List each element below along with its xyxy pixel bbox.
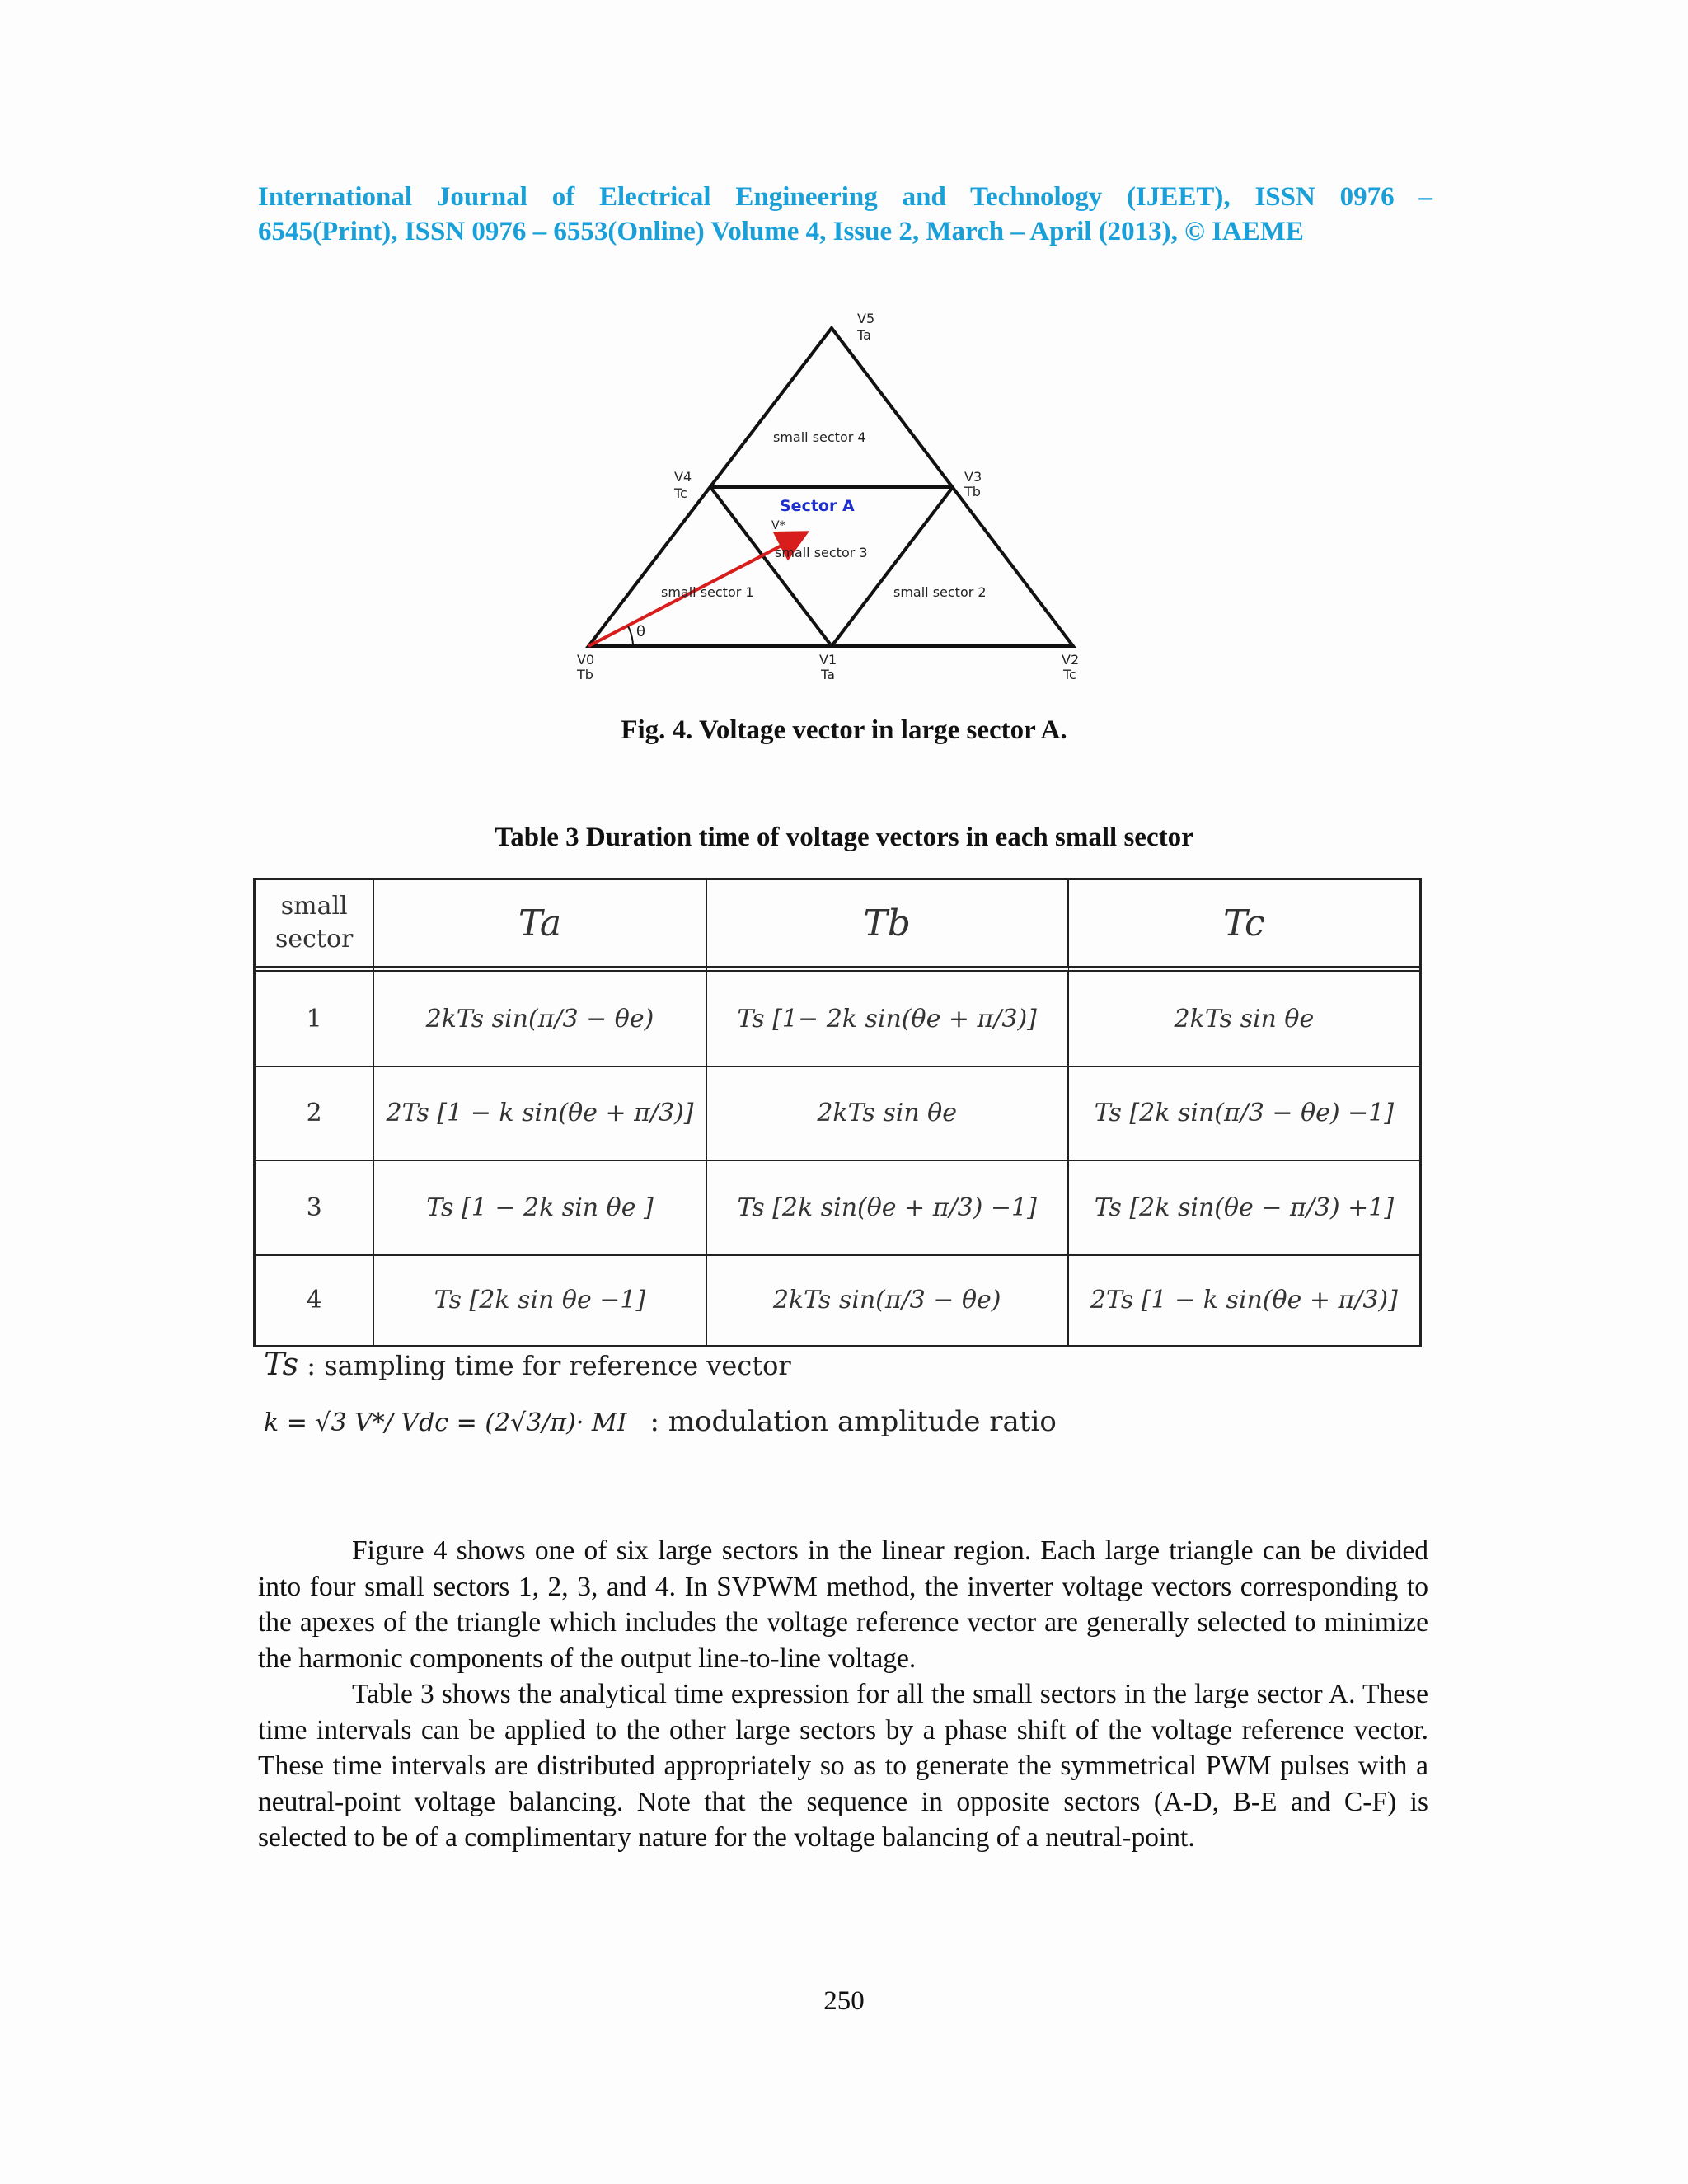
tb-expression: Ts [1− 2k sin(θe + π/3)] <box>707 972 1069 1067</box>
table-row <box>256 1256 1419 1345</box>
ta-header: Ta <box>374 880 706 972</box>
small-sector-2-label: small sector 2 <box>893 584 987 600</box>
ta-expression: Ts [2k sin θe −1] <box>374 1256 706 1345</box>
journal-header-line1: International Journal of Electrical Engineering and Technology (IJEET), ISSN 0976 – <box>258 182 1432 212</box>
tb-expression: 2kTs sin θe <box>707 1067 1069 1162</box>
tc-header: Tc <box>1069 880 1419 972</box>
angle-label: θ <box>636 623 646 640</box>
v5-time: Ta <box>857 327 871 343</box>
v1-time: Ta <box>821 667 835 682</box>
v4-time: Tc <box>674 485 687 501</box>
page-number: 250 <box>823 1986 865 2016</box>
vector-label: V* <box>771 519 785 532</box>
v4-label: V4 <box>674 469 692 485</box>
small-sector-header-line2: sector <box>274 925 354 954</box>
modulation-note <box>264 1405 1057 1438</box>
v1-label: V1 <box>819 652 837 668</box>
k-equation: k = √3 V*/ Vdc = (2√3/π)· MI <box>264 1408 627 1437</box>
table-row <box>256 972 1419 1067</box>
sector-a-diagram <box>0 0 1688 709</box>
ta-expression: Ts [1 − 2k sin θe ] <box>374 1161 706 1256</box>
v2-time: Tc <box>1063 667 1076 682</box>
tb-expression: Ts [2k sin(θe + π/3) −1] <box>707 1161 1069 1256</box>
sampling-time-text: : sampling time for reference vector <box>298 1350 791 1381</box>
figure-caption: Fig. 4. Voltage vector in large sector A. <box>621 715 1067 745</box>
tc-expression: 2kTs sin θe <box>1069 972 1419 1067</box>
modulation-text: : modulation amplitude ratio <box>649 1405 1057 1438</box>
tc-expression: 2Ts [1 − k sin(θe + π/3)] <box>1090 1286 1398 1315</box>
ta-expression: 2Ts [1 − k sin(θe + π/3)] <box>374 1067 706 1162</box>
duration-time-table <box>253 878 1422 1347</box>
body-text <box>258 1533 1428 1856</box>
v5-label: V5 <box>857 311 875 326</box>
small-sector-header-line1: small <box>280 892 348 921</box>
v0-label: V0 <box>577 652 595 668</box>
table-header-row <box>256 880 1419 972</box>
v3-label: V3 <box>964 469 982 485</box>
ts-symbol: Ts <box>264 1346 299 1382</box>
table-row <box>256 1067 1419 1162</box>
sector-number: 1 <box>256 972 374 1067</box>
tb-header: Tb <box>707 880 1069 972</box>
small-sector-header <box>256 880 374 972</box>
sector-number: 4 <box>256 1256 374 1345</box>
paragraph-1: Figure 4 shows one of six large sectors in the linear region. Each large triangle can be divided into four small sectors 1, 2, 3, and 4. In SVPWM method, the inverter voltage vectors corresponding to the apexes of the triangle which includes the voltage reference vector are generally selected to minimize the harmonic components of the output line-to-line voltage. <box>258 1535 1428 1674</box>
journal-header-line2: 6545(Print), ISSN 0976 – 6553(Online) Volume 4, Issue 2, March – April (2013), © IAEME <box>258 217 1304 246</box>
small-sector-3-label: small sector 3 <box>775 545 868 560</box>
sector-a-label: Sector A <box>780 497 855 515</box>
v0-time: Tb <box>577 667 593 682</box>
ta-expression: 2kTs sin(π/3 − θe) <box>374 972 706 1067</box>
v3-time: Tb <box>964 484 981 499</box>
table-caption: Table 3 Duration time of voltage vectors in each small sector <box>495 823 1193 852</box>
small-sector-1-label: small sector 1 <box>661 584 754 600</box>
angle-arc <box>628 626 633 646</box>
sector-number: 3 <box>256 1161 374 1256</box>
paragraph-2: Table 3 shows the analytical time expression for all the small sectors in the large sector A. These time intervals can be applied to the other large sectors by a phase shift of the voltage reference vector. These time intervals are distributed appropriately so as to generate the symmetrical PWM pulses with a neutral-point voltage balancing. Note that the sequence in opposite sectors (A-D, B-E and C-F) is selected to be of a complimentary nature for the voltage balancing of a neutral-point. <box>258 1679 1428 1853</box>
sampling-time-note <box>264 1346 791 1382</box>
tc-expression: Ts [2k sin(π/3 − θe) −1] <box>1069 1067 1419 1162</box>
small-sector-4-label: small sector 4 <box>773 429 866 445</box>
sector-number: 2 <box>256 1067 374 1162</box>
v2-label: V2 <box>1062 652 1080 668</box>
tb-expression: 2kTs sin(π/3 − θe) <box>707 1256 1069 1345</box>
tc-expression: Ts [2k sin(θe − π/3) +1] <box>1069 1161 1419 1256</box>
table-row <box>256 1161 1419 1256</box>
